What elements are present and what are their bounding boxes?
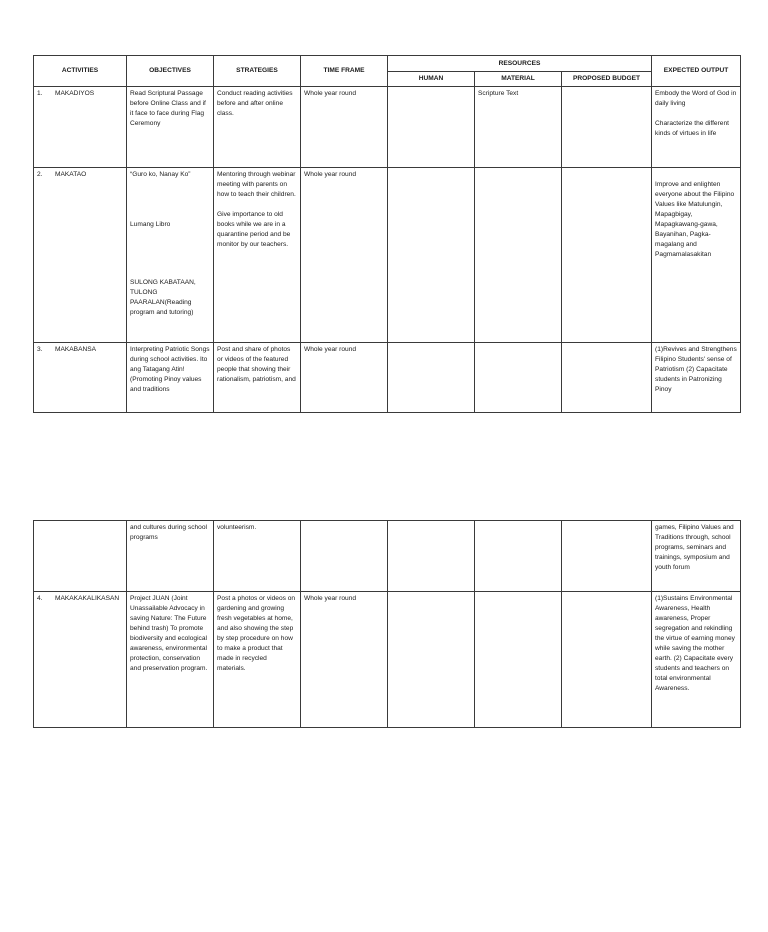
header-objectives: OBJECTIVES bbox=[127, 56, 214, 87]
header-human: HUMAN bbox=[388, 72, 475, 87]
time-frame-cell: Whole year round bbox=[301, 343, 388, 413]
activity-cell: 3. MAKABANSA bbox=[34, 343, 127, 413]
material-cell bbox=[475, 521, 562, 592]
table-row bbox=[34, 168, 741, 343]
strategies-cell: Mentoring through webinar meeting with parents on how to teach their children. Give importance to old books while we are in a quarantine period and be monitor by our teachers. bbox=[214, 168, 301, 343]
header-proposed-budget: PROPOSED BUDGET bbox=[562, 72, 652, 87]
expected-output-cell: (1)Revives and Strengthens Filipino Students' sense of Patriotism (2) Capacitate students in Patronizing Pinoy bbox=[652, 343, 741, 413]
human-cell bbox=[388, 521, 475, 592]
header-material: MATERIAL bbox=[475, 72, 562, 87]
strategies-cell: Post a photos or videos on gardening and growing fresh vegetables at home, and also showing the step by step procedure on how to make a product that made in recycled materials. bbox=[214, 592, 301, 728]
activity-cell: 1. MAKADIYOS bbox=[34, 87, 127, 168]
header-resources: RESOURCES bbox=[388, 56, 652, 72]
activity-cell bbox=[34, 521, 127, 592]
table-row bbox=[34, 592, 741, 728]
expected-output-cell: games, Filipino Values and Traditions through, school programs, seminars and trainings, symposium and youth forum bbox=[652, 521, 741, 592]
header-time-frame: TIME FRAME bbox=[301, 56, 388, 87]
header-activities: ACTIVITIES bbox=[34, 56, 127, 87]
objectives-cell: Project JUAN (Joint Unassailable Advocacy in saving Nature: The Future behind trash) To promote biodiversity and ecological awareness, environmental protection, conservation and preservation program. bbox=[127, 592, 214, 728]
activity-cell: 4. MAKAKAKALIKASAN bbox=[34, 592, 127, 728]
human-cell bbox=[388, 168, 475, 343]
human-cell bbox=[388, 592, 475, 728]
header-expected-output: EXPECTED OUTPUT bbox=[652, 56, 741, 87]
table-row bbox=[34, 521, 741, 592]
material-cell: Scripture Text bbox=[475, 87, 562, 168]
budget-cell bbox=[562, 343, 652, 413]
expected-output-cell: Improve and enlighten everyone about the Filipino Values like Matulungin, Mapagbigay, Mapagkawang-gawa, Bayanihan, Pagka-magalang and Pagmamalasakitan bbox=[652, 168, 741, 343]
human-cell bbox=[388, 343, 475, 413]
material-cell bbox=[475, 168, 562, 343]
expected-output-cell: Embody the Word of God in daily living Characterize the different kinds of virtues in life bbox=[652, 87, 741, 168]
strategies-cell: Conduct reading activities before and after online class. bbox=[214, 87, 301, 168]
strategies-cell: Post and share of photos or videos of the featured people that showing their rationalism, patriotism, and bbox=[214, 343, 301, 413]
table-row bbox=[34, 343, 741, 413]
time-frame-cell: Whole year round bbox=[301, 87, 388, 168]
time-frame-cell bbox=[301, 521, 388, 592]
strategies-cell: volunteerism. bbox=[214, 521, 301, 592]
activity-plan-table-continued bbox=[33, 520, 741, 728]
table-row bbox=[34, 87, 741, 168]
activity-cell: 2. MAKATAO bbox=[34, 168, 127, 343]
header-strategies: STRATEGIES bbox=[214, 56, 301, 87]
objectives-cell: Interpreting Patriotic Songs during school activities. Ito ang Tatagang Atin! (Promoting Pinoy values and traditions bbox=[127, 343, 214, 413]
objectives-cell: Read Scriptural Passage before Online Class and if it face to face during Flag Ceremony bbox=[127, 87, 214, 168]
budget-cell bbox=[562, 592, 652, 728]
material-cell bbox=[475, 343, 562, 413]
objectives-cell: and cultures during school programs bbox=[127, 521, 214, 592]
activity-plan-table bbox=[33, 55, 741, 413]
expected-output-cell: (1)Sustains Environmental Awareness, Health awareness, Proper segregation and rekindling the virtue of earning money while saving the mother earth. (2) Capacitate every students and teachers on total environmental Awareness. bbox=[652, 592, 741, 728]
budget-cell bbox=[562, 87, 652, 168]
objectives-cell: “Guro ko, Nanay Ko” Lumang Libro SULONG KABATAAN, TULONG PAARALAN(Reading program and tutoring) bbox=[127, 168, 214, 343]
time-frame-cell: Whole year round bbox=[301, 168, 388, 343]
budget-cell bbox=[562, 168, 652, 343]
time-frame-cell: Whole year round bbox=[301, 592, 388, 728]
budget-cell bbox=[562, 521, 652, 592]
human-cell bbox=[388, 87, 475, 168]
material-cell bbox=[475, 592, 562, 728]
